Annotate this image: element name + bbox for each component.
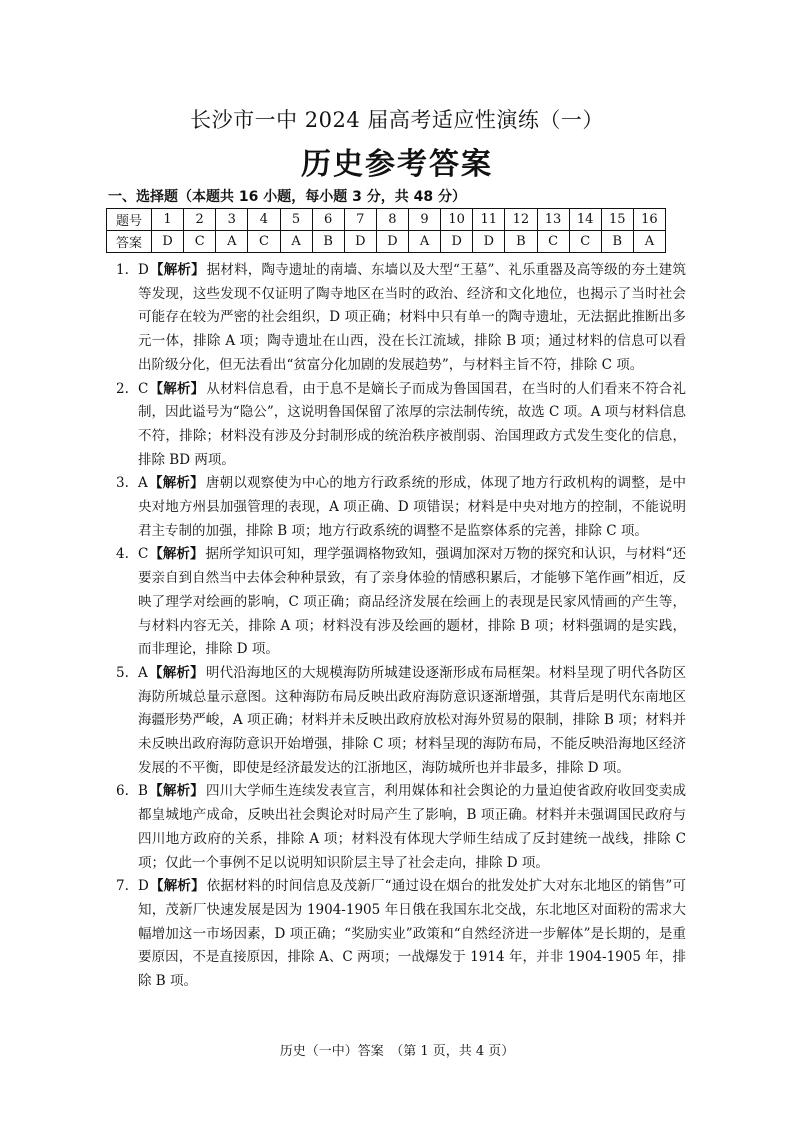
answer-row	[107, 231, 666, 253]
answer-cell: A	[216, 231, 248, 253]
analysis-tag: 【解析】	[149, 380, 205, 397]
item-text: 四川大学师生连续发表宣言，利用媒体和社会舆论的力量迫使省政府收回变卖成都皇城地产成命，反映出社会舆论对时局产生了影响，B 项正确。材料并未强调国民政府与四川地方政府的关系，排除 A 项；材料没有体现大学师生结成了反封建统一战线，排除 C 项；仅此一个事例不足以说明知识阶层主导了社会走向，排除 D 项。	[138, 783, 687, 871]
item-answer: A	[138, 664, 148, 681]
subject-title: 历史参考答案	[301, 147, 493, 182]
item-answer: A	[138, 475, 148, 492]
item-text: 唐朝以观察使为中心的地方行政系统的形成，体现了地方行政机构的调整，是中央对地方州县加强管理的表现，A 项正确、D 项错误；材料是中央对地方的控制，不能说明君主专制的加强，排除 B 项；地方行政系统的调整不是监察体系的完善，排除 C 项。	[138, 475, 687, 539]
question-number: 2	[184, 209, 216, 231]
item-number: 6.	[116, 783, 129, 800]
analysis-tag: 【解析】	[148, 783, 205, 800]
explanation-item	[116, 780, 686, 875]
question-number: 8	[376, 209, 408, 231]
explanation-item	[116, 875, 686, 994]
answer-cell: A	[280, 231, 312, 253]
question-number: 4	[248, 209, 280, 231]
explanation-item	[116, 259, 686, 378]
item-number: 7.	[116, 878, 129, 895]
question-number: 1	[152, 209, 184, 231]
explanation-list	[116, 259, 686, 994]
item-text: 据材料，陶寺遗址的南墙、东墙以及大型“王墓”、礼乐重器及高等级的夯土建筑等发现，这些发现不仅证明了陶寺地区在当时的政治、经济和文化地位，也揭示了当时社会可能存在较为严密的社会组织，D 项正确；材料中只有单一的陶寺遗址，无法据此推断出多元一体，排除 A 项；陶寺遗址在山西，没在长江流域，排除 B 项；通过材料的信息可以看出阶级分化，但无法看出“贫富分化加剧的发展趋势”，与材料主旨不符，排除 C 项。	[138, 262, 686, 373]
exam-title: 长沙市一中 2024 届高考适应性演练（一）	[190, 108, 604, 132]
answer-cell: B	[505, 231, 537, 253]
answer-table	[106, 208, 666, 253]
question-number-row	[107, 209, 666, 231]
answer-cell: D	[344, 231, 376, 253]
answer-cell: D	[473, 231, 505, 253]
explanation-item	[116, 543, 686, 662]
answer-cell: B	[312, 231, 344, 253]
question-number: 9	[409, 209, 441, 231]
answer-cell: C	[184, 231, 216, 253]
item-number: 3.	[116, 475, 129, 492]
question-number: 13	[537, 209, 569, 231]
analysis-tag: 【解析】	[149, 546, 204, 563]
explanation-item	[116, 472, 686, 543]
item-text: 从材料信息看，由于息不是嫡长子而成为鲁国国君，在当时的人们看来不符合礼制，因此谥号为“隐公”，这说明鲁国保留了浓厚的宗法制传统，故选 C 项。A 项与材料信息不符，排除；材料没有涉及分封制形成的统治秩序被削弱、治国理政方式发生变化的信息，排除 BD 两项。	[138, 380, 687, 468]
answer-cell: C	[537, 231, 569, 253]
analysis-tag: 【解析】	[149, 878, 205, 895]
answer-cell: D	[152, 231, 184, 253]
analysis-tag: 【解析】	[148, 475, 204, 492]
question-number: 16	[633, 209, 665, 231]
question-number: 11	[473, 209, 505, 231]
question-number: 15	[601, 209, 633, 231]
question-number: 7	[344, 209, 376, 231]
item-number: 5.	[116, 664, 129, 681]
answer-cell: D	[376, 231, 408, 253]
item-answer: B	[138, 783, 148, 800]
item-number: 1.	[116, 262, 129, 278]
explanation-item	[116, 378, 686, 473]
answer-cell: C	[248, 231, 280, 253]
analysis-tag: 【解析】	[149, 262, 205, 278]
question-number: 3	[216, 209, 248, 231]
page-footer: 历史（一中）答案 （第 1 页，共 4 页）	[279, 1044, 515, 1059]
question-number: 5	[280, 209, 312, 231]
answer-cell: A	[409, 231, 441, 253]
question-number: 10	[441, 209, 473, 231]
analysis-tag: 【解析】	[148, 664, 204, 681]
answer-cell: D	[441, 231, 473, 253]
item-number: 2.	[116, 380, 129, 397]
question-number: 14	[569, 209, 601, 231]
item-text: 据所学知识可知，理学强调格物致知，强调加深对万物的探究和认识，与材料“还要亲自到自然当中去体会种种景致，有了亲身体验的情感积累后，才能够下笔作画”相近，反映了理学对绘画的影响，C 项正确；商品经济发展在绘画上的表现是民家风情画的产生等，与材料内容无关，排除 A 项；材料没有涉及绘画的题材，排除 B 项；材料强调的是实践，而非理论，排除 D 项。	[138, 546, 686, 658]
item-text: 依据材料的时间信息及茂新厂“通过设在烟台的批发处扩大对东北地区的销售”可知，茂新厂快速发展是因为 1904-1905 年日俄在我国东北交战，东北地区对面粉的需求大幅增加这一市场因素，D 项正确；“奖励实业”政策和“自然经济进一步解体”是长期的，是重要原因，不是直接原因，排除 A、C 两项；一战爆发于 1914 年，并非 1904-1905 年，排除 B 项。	[138, 878, 686, 990]
answer-cell: A	[633, 231, 665, 253]
item-text: 明代沿海地区的大规模海防所城建设逐渐形成布局框架。材料呈现了明代各防区海防所城总量示意图。这种海防布局反映出政府海防意识逐渐增强，其背后是明代东南地区海疆形势严峻，A 项正确；材料并未反映出政府放松对海外贸易的限制，排除 B 项；材料并未反映出政府海防意识开始增强，排除 C 项；材料呈现的海防布局，不能反映沿海地区经济发展的不平衡，即使是经济最发达的江浙地区，海防城所也并非最多，排除 D 项。	[138, 664, 687, 776]
item-answer: C	[138, 546, 149, 563]
item-answer: D	[138, 262, 149, 278]
row-label: 题号	[107, 209, 152, 231]
item-answer: D	[138, 878, 149, 895]
section-heading: 一、选择题（本题共 16 小题，每小题 3 分，共 48 分）	[108, 189, 466, 205]
answer-cell: B	[601, 231, 633, 253]
row-label: 答案	[107, 231, 152, 253]
item-number: 4.	[116, 546, 129, 563]
question-number: 12	[505, 209, 537, 231]
explanation-item	[116, 662, 686, 781]
question-number: 6	[312, 209, 344, 231]
item-answer: C	[138, 380, 149, 397]
answer-cell: C	[569, 231, 601, 253]
